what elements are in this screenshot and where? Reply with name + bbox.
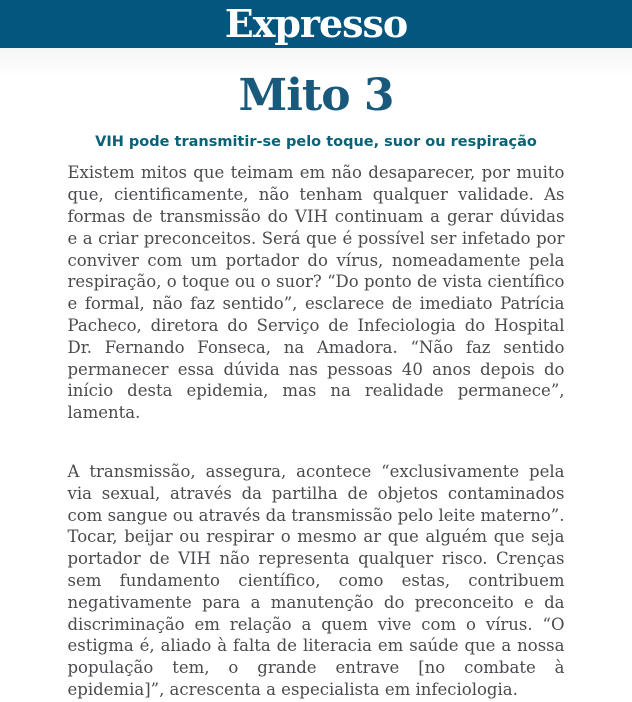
- masthead-banner: [0, 0, 632, 48]
- article-title: Mito 3: [238, 70, 394, 121]
- article-content: [0, 48, 632, 702]
- article-paragraph: Existem mitos que teimam em não desaparecer, por muito que, cientificamente, não tenham qualquer validade. As formas de transmissão do VIH continuam a gerar dúvidas e a criar preconceitos. Será que é possível ser infetado por conviver com um portador do vírus, nomeadamente pela respiração, o toque ou o suor? “Do ponto de vista científico e formal, não faz sentido”, esclarece de imediato Patrícia Pacheco, diretora do Serviço de Infeciologia do Hospital Dr. Fernando Fonseca, na Amadora. “Não faz sentido permanecer essa dúvida nas pessoas 40 anos depois do início desta epidemia, mas na realidade permanece”, lamenta.: [67, 163, 565, 423]
- article-paragraph: A transmissão, assegura, acontece “exclusivamente pela via sexual, através da partilha de objetos contaminados com sangue ou através da transmissão pelo leite materno”. Tocar, beijar ou respirar o mesmo ar que alguém que seja portador de VIH não representa qualquer risco. Crenças sem fundamento científico, como estas, contribuem negativamente para a manutenção do preconceito e da discriminação em relação a quem vive com o vírus. “O estigma é, aliado à falta de literacia em saúde que a nossa população tem, o grande entrave [no combate à epidemia]”, acrescenta a especialista em infeciologia.: [67, 461, 565, 699]
- article-body: [68, 162, 565, 700]
- article-subtitle: VIH pode transmitir-se pelo toque, suor ou respiração: [95, 134, 537, 150]
- brand-logo: Expresso: [224, 1, 408, 46]
